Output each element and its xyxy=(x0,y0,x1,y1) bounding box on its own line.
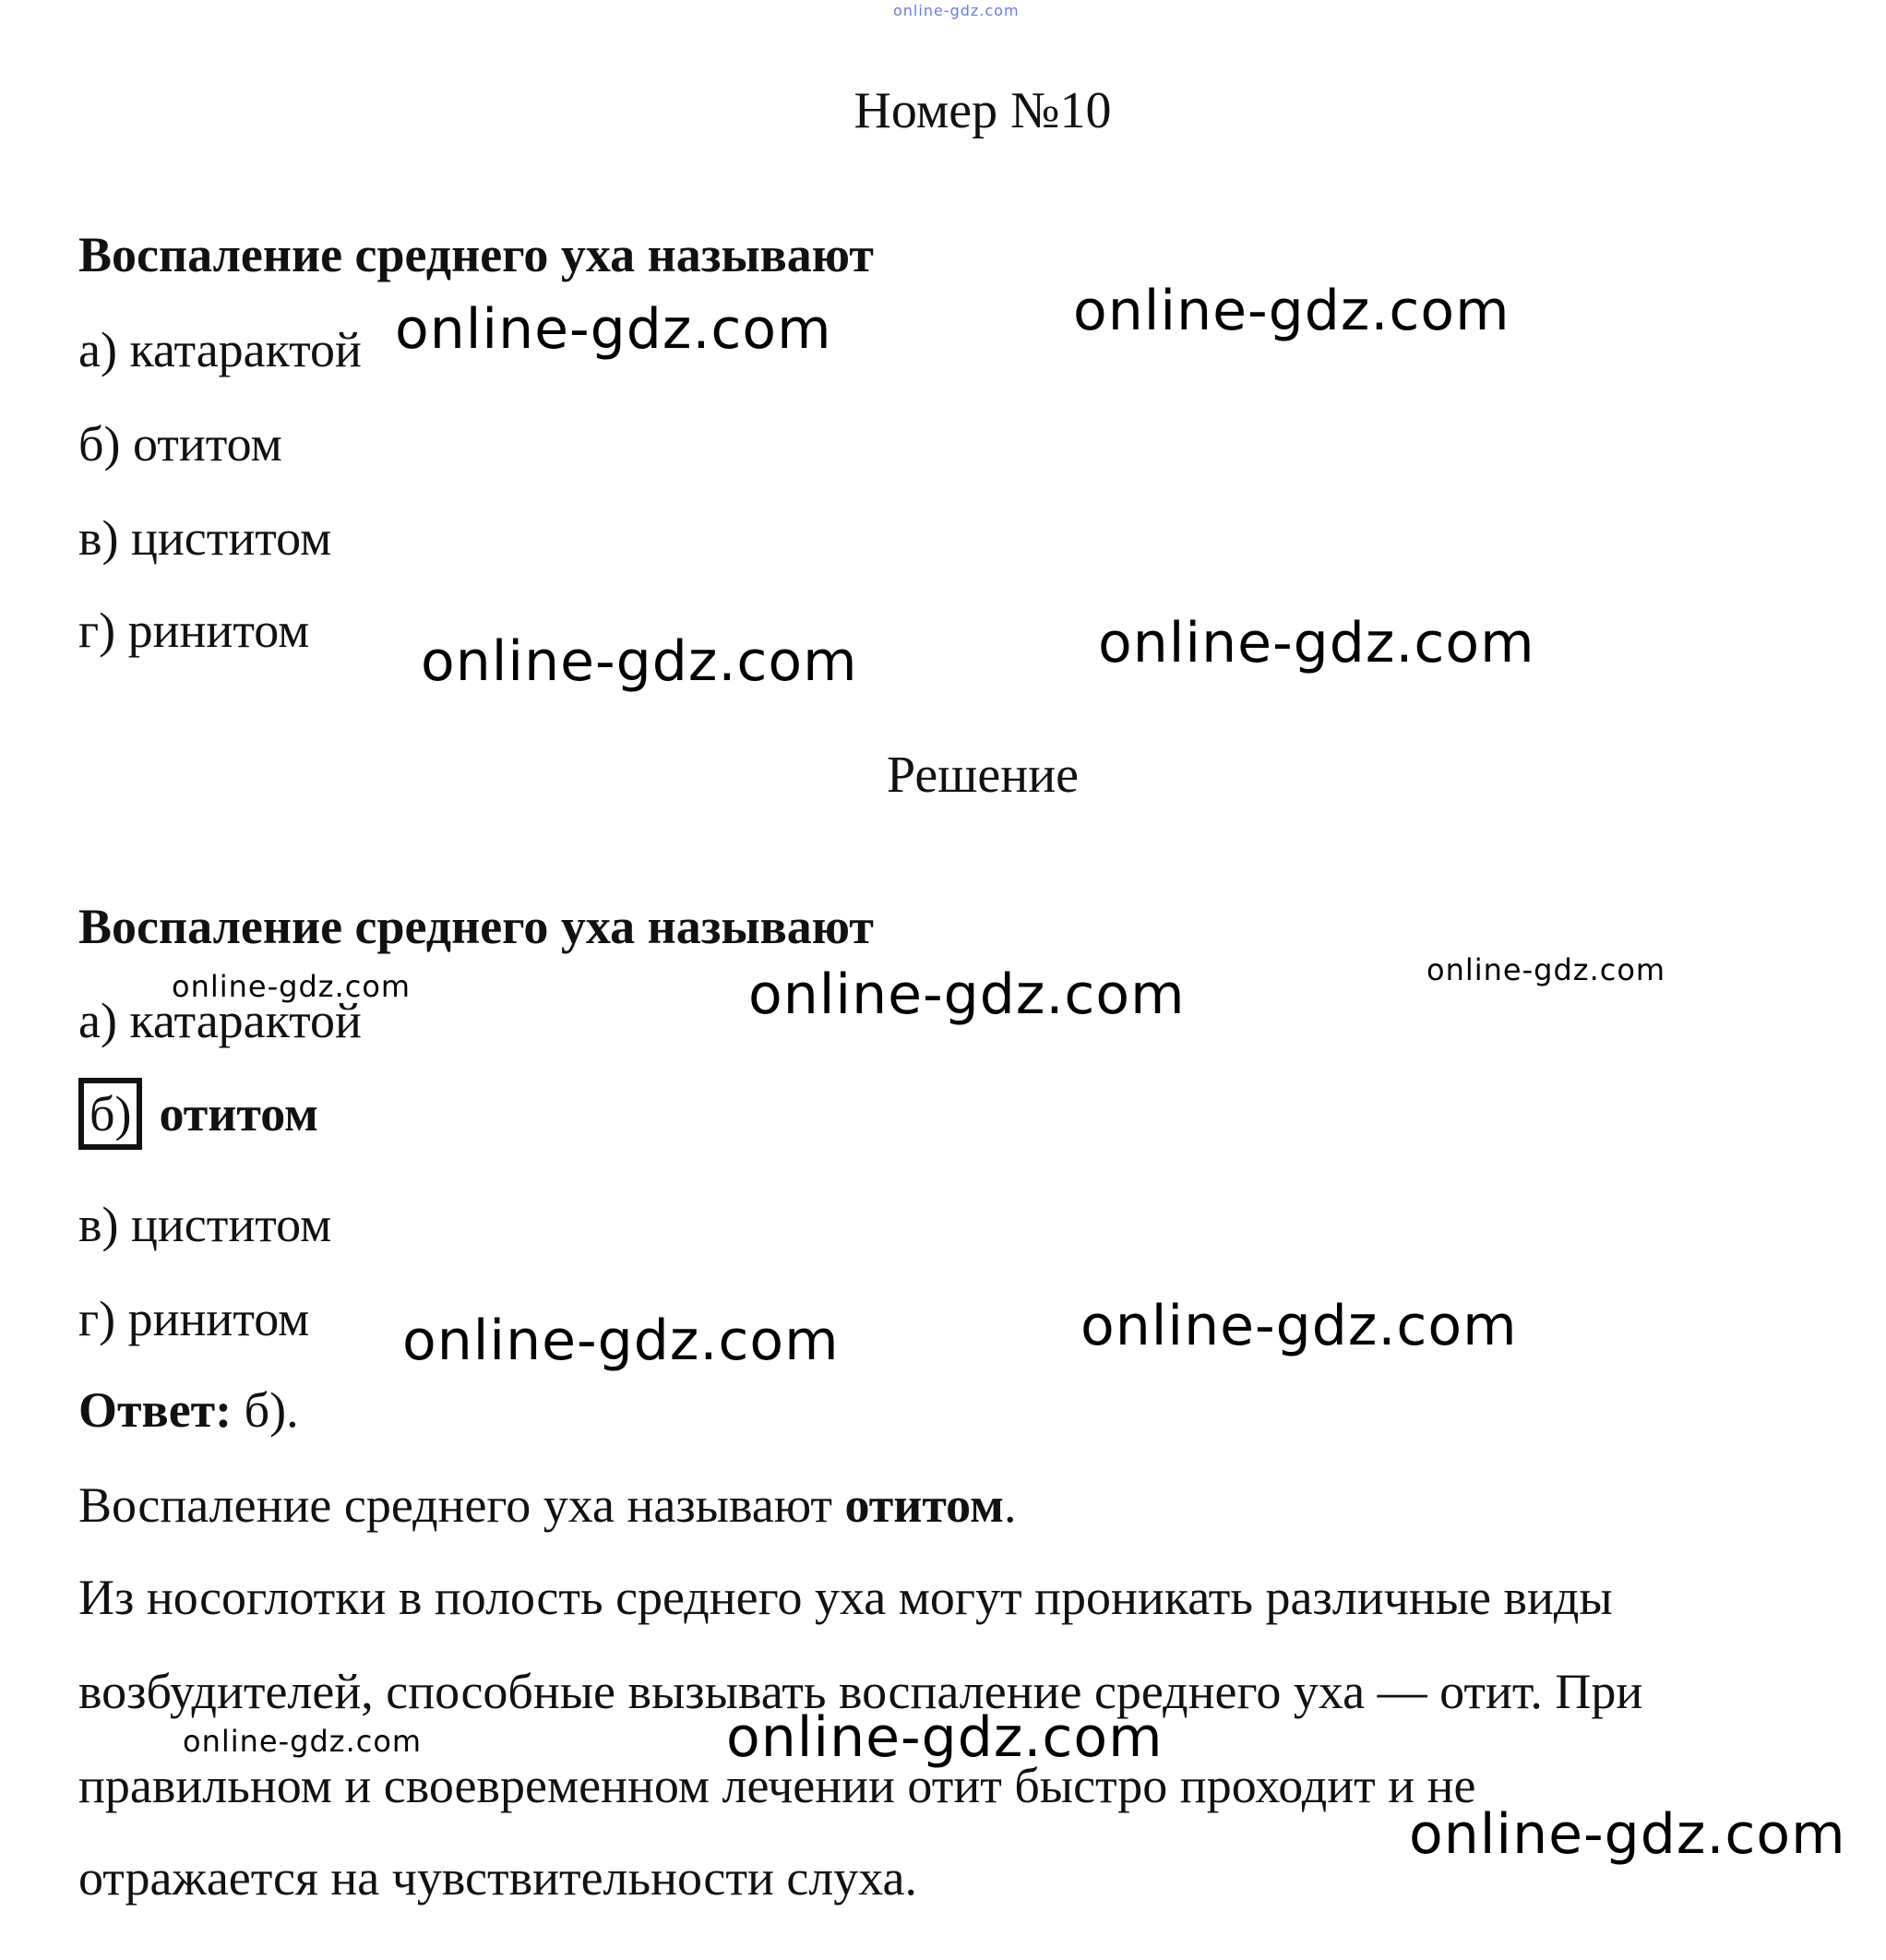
correct-answer-box: б) xyxy=(78,1078,142,1150)
correct-answer-text: отитом xyxy=(159,1086,318,1141)
statement-prefix: Воспаление среднего уха называют xyxy=(78,1477,845,1533)
solution-heading: Решение xyxy=(886,747,1080,804)
question-text: Воспаление среднего уха называют xyxy=(78,227,874,282)
watermark: online-gdz.com xyxy=(1080,1294,1518,1358)
option-a: а) катарактой xyxy=(78,322,362,377)
watermark: online-gdz.com xyxy=(172,969,412,1004)
answer-statement xyxy=(78,1476,1016,1534)
watermark: online-gdz.com xyxy=(421,629,858,694)
answer-line xyxy=(78,1381,299,1439)
solution-option-d: г) ринитом xyxy=(78,1291,310,1346)
page-title: Номер №10 xyxy=(853,82,1112,139)
watermark: online-gdz.com xyxy=(1426,952,1666,987)
option-b: б) отитом xyxy=(78,416,282,472)
solution-option-a: а) катарактой xyxy=(78,993,362,1048)
option-d: г) ринитом xyxy=(78,603,310,658)
explanation-line-2: возбудителей, способные вызывать воспаление среднего уха — отит. При xyxy=(78,1664,1643,1719)
explanation-line-1: Из носоглотки в полость среднего уха могут проникать различные виды xyxy=(78,1570,1613,1625)
answer-value: б). xyxy=(232,1382,299,1438)
solution-option-c: в) циститом xyxy=(78,1197,332,1252)
watermark: online-gdz.com xyxy=(183,1724,423,1759)
explanation-line-4: отражается на чувствительности слуха. xyxy=(78,1850,918,1906)
watermark: online-gdz.com xyxy=(726,1705,1164,1770)
watermark: online-gdz.com xyxy=(1098,611,1535,675)
statement-bold: отитом xyxy=(844,1477,1004,1533)
watermark: online-gdz.com xyxy=(395,297,832,362)
watermark: online-gdz.com xyxy=(402,1309,840,1373)
watermark: online-gdz.com xyxy=(748,962,1186,1027)
explanation-line-3: правильном и своевременном лечении отит быстро проходит и не xyxy=(78,1758,1476,1813)
watermark: online-gdz.com xyxy=(1409,1802,1846,1867)
option-c: в) циститом xyxy=(78,510,332,566)
answer-label: Ответ: xyxy=(78,1382,233,1438)
statement-suffix: . xyxy=(1003,1477,1017,1533)
watermark: online-gdz.com xyxy=(1073,279,1510,343)
solution-option-b-correct xyxy=(78,1078,318,1150)
site-mark-top: online-gdz.com xyxy=(893,2,1020,19)
solution-question-text: Воспаление среднего уха называют xyxy=(78,899,874,954)
